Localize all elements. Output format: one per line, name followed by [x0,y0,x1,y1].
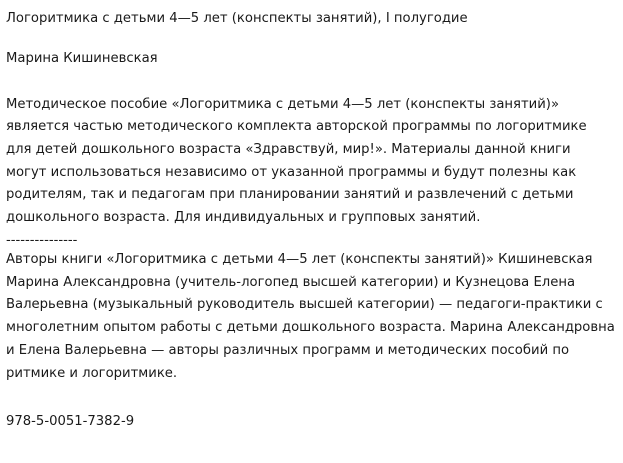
isbn-value: 978-5-0051-7382-9 [6,414,135,430]
page-title: Логоритмика с детьми 4—5 лет (конспекты занятий), I полугодие [6,11,468,26]
author-name: Марина Кишиневская [6,50,158,66]
description-paragraph: Методическое пособие «Логоритмика с детьми 4—5 лет (конспекты занятий)» является частью методического комплекта авторской программы по логоритмике для детей дошкольного возраста «Здравствуй, мир!». Материалы данной книги могут использоваться независимо от указанной программы и будут полезны как родителям, так и педагогам при планировании занятий и развлечений с детьми дошкольного возраста. Для индивидуальных и групповых занятий. [6,96,587,226]
section-divider: --------------- [6,232,78,248]
authors-note-paragraph: Авторы книги «Логоритмика с детьми 4—5 лет (конспекты занятий)» Кишиневская Марина Александровна (учитель-логопед высшей категории) и Кузнецова Елена Валерьевна (музыкальный руководитель высшей категории) — педагоги-практики с многолетним опытом работы с детьми дошкольного возраста. Марина Александровна и Елена Валерьевна — авторы различных программ и методических пособий по ритмике и логоритмике. [6,252,615,381]
